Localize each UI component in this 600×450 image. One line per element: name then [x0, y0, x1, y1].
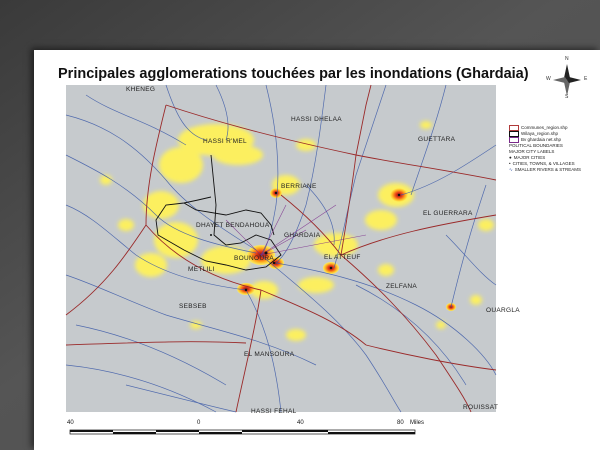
legend-item: Wilaya_region.shp [509, 131, 599, 137]
legend-item: Bv ghardaia net.shp [509, 137, 599, 143]
compass-w: W [546, 76, 551, 82]
legend-item: POLITICAL BOUNDARIES [509, 143, 563, 148]
label-ghardaia: GHARDAIA [284, 232, 321, 239]
north-arrow-icon [546, 56, 588, 100]
label-metlili: METLILI [188, 266, 215, 273]
label-el-atteuf: EL ATTEUF [324, 254, 361, 261]
label-el-mansoura: EL MANSOURA [244, 351, 295, 358]
compass-s: S [565, 94, 569, 100]
dot-icon: • [509, 161, 511, 166]
label-hassi-dhelaa: HASSI DHELAA [291, 116, 342, 123]
compass-e: E [584, 76, 588, 82]
label-rouissat: ROUISSAT [463, 404, 499, 411]
scale-tick-label: 40 [297, 420, 304, 426]
scale-tick-label: 40 [67, 420, 74, 426]
label-hassi-rmel: HASSI R'MEL [203, 138, 247, 145]
river-line-icon: ∿ [509, 167, 513, 172]
label-kheneg: KHENEG [126, 86, 156, 93]
scale-bar [64, 420, 424, 442]
label-bounoura: BOUNOURA [234, 255, 274, 262]
compass-n: N [565, 56, 569, 62]
map-legend [509, 125, 599, 173]
label-sebseb: SEBSEB [179, 303, 207, 310]
legend-item: ● MAJOR CITIES [509, 155, 546, 160]
dot-icon: ● [509, 155, 512, 160]
map-title: Principales agglomerations touchées par les inondations (Ghardaia) [58, 66, 529, 82]
scale-tick-label: 0 [197, 420, 201, 426]
legend-item: Communes_region.shp [509, 125, 599, 131]
label-el-guerrara: EL GUERRARA [423, 210, 473, 217]
label-zelfana: ZELFANA [386, 283, 417, 290]
label-hassi-fehal: HASSI FEHAL [251, 408, 297, 415]
slide [34, 50, 600, 450]
flood-map [66, 85, 520, 415]
legend-item: • CITIES, TOWNS, & VILLAGES [509, 161, 575, 166]
scale-tick-label: 80 [397, 420, 404, 426]
label-dhayet-bendahoua: DHAYET BENDAHOUA [196, 222, 270, 229]
legend-item: MAJOR CITY LABELS [509, 149, 555, 154]
legend-item: ∿ SMALLER RIVERS & STREAMS [509, 167, 582, 172]
label-berriane: BERRIANE [281, 183, 317, 190]
scale-unit: Miles [410, 420, 425, 426]
label-ouargla: OUARGLA [486, 307, 520, 314]
label-guettara: GUETTARA [418, 136, 456, 143]
